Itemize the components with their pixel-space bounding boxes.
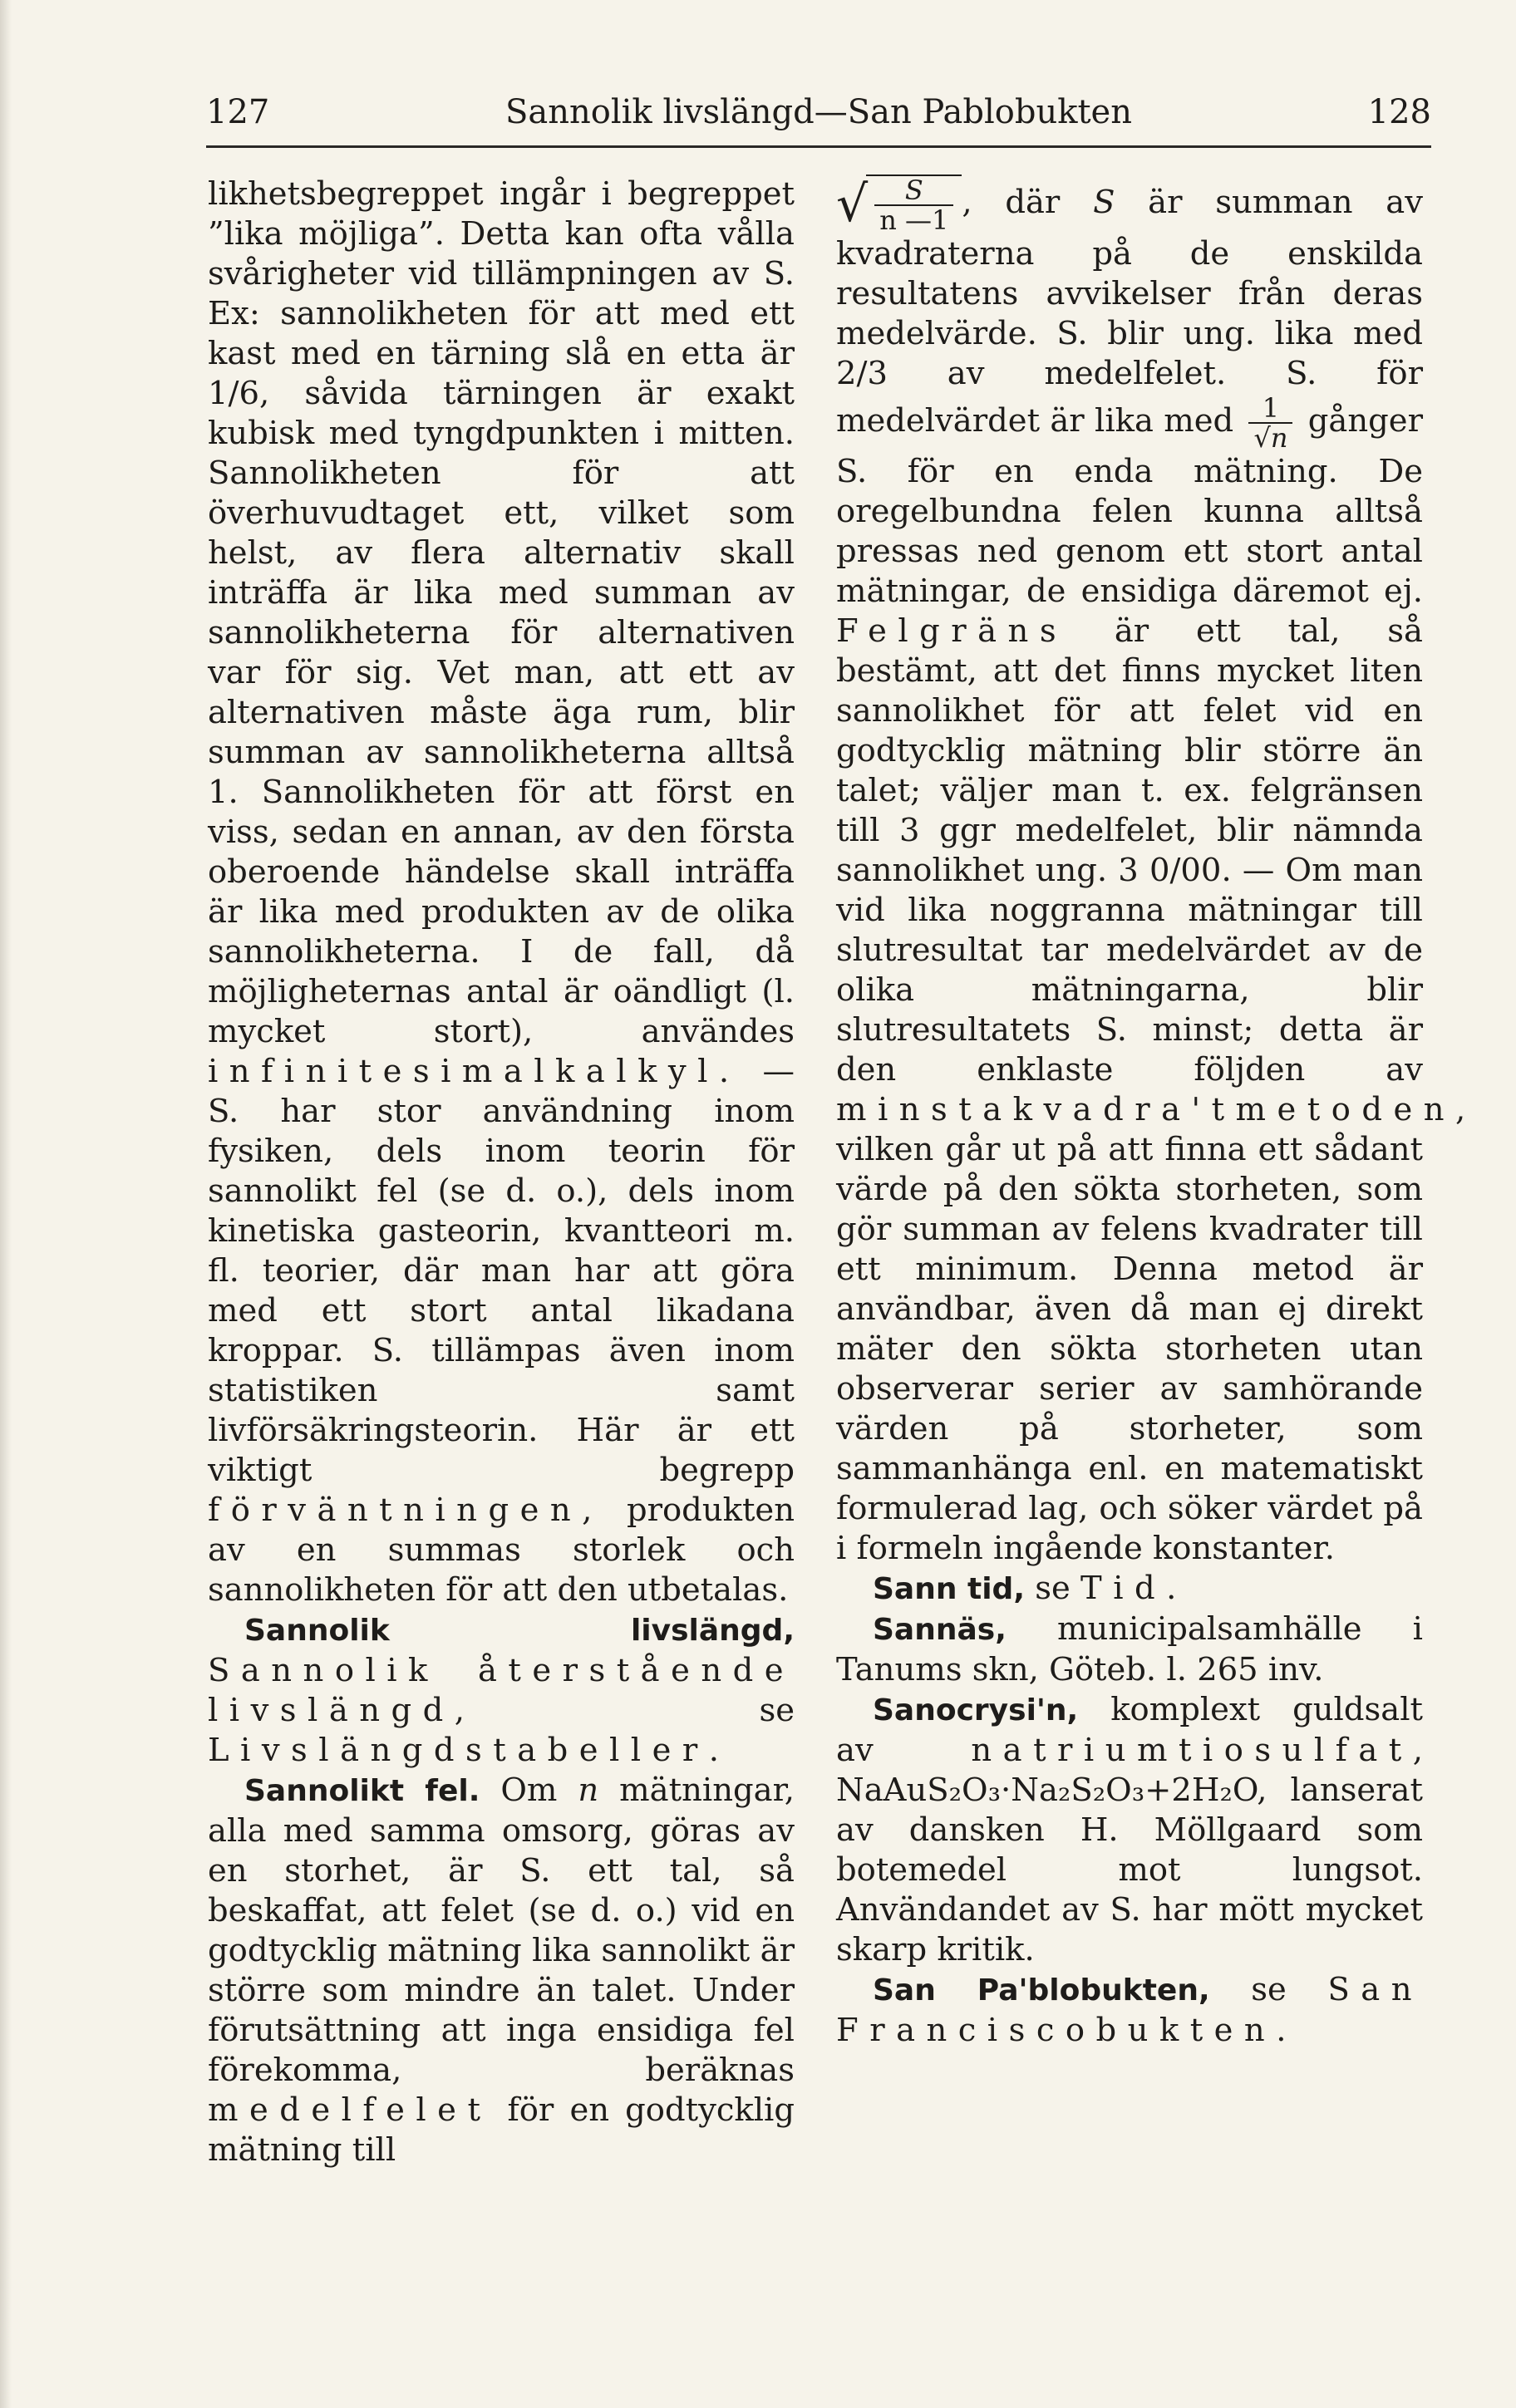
entry-continuation: likhetsbegreppet ingår i begreppet ”lika möjliga”. Detta kan ofta vålla svårigheter vid tillämpningen av S. Ex: sannolikheten för att med ett kast med en tärning slå en etta är 1/6, såvida tärningen är exakt kubisk med tyngdpunkten i mitten. Sannolikheten för att överhuvudtaget ett, vilket som helst, av flera alternativ skall inträffa är lika med summan av sannolikheterna för alternativen var för sig. Vet man, att ett av alternativen måste äga rum, blir summan av sannolikheterna alltså 1. Sannolikheten för att först en viss, sedan en annan, av den första oberoende händelse skall inträffa är lika med produkten av de olika sannolikheterna. I de fall, då möjligheternas antal är oändligt (l. mycket stort), användes infinitesimalkalkyl. — S. har stor användning inom fysiken, dels inom teorin för sannolikt fel (se d. o.), dels inom kinetiska gasteorin, kvantteori m. fl. teorier, där man har att göra med ett stort antal likadana kroppar. S. tillämpas även inom statistiken samt livförsäkringsteorin. Här är ett viktigt begrepp förväntningen, produkten av en summas storlek och sannolikheten för att den utbetalas. bbox=[208, 175, 795, 1609]
spaced-term: medelfelet bbox=[208, 2091, 492, 2129]
headword: San Pa'blobukten, bbox=[873, 1973, 1210, 2007]
formula-sqrt-s-over-n-minus-1: √ $\frac{S}{n —1}$ bbox=[836, 174, 962, 234]
spaced-term: natriumtiosulfat bbox=[971, 1732, 1413, 1769]
spaced-term: infinitesimalkalkyl bbox=[208, 1053, 719, 1090]
page-number-left: 127 bbox=[206, 93, 270, 131]
left-column bbox=[208, 174, 795, 2170]
cross-reference: San Franciscobukten bbox=[836, 1971, 1423, 2049]
headword: Sannolik livslängd, bbox=[244, 1614, 795, 1648]
fraction-one-sixth: 1/6 bbox=[208, 375, 259, 412]
fraction-two-thirds: 2/3 bbox=[836, 355, 888, 392]
header-rule bbox=[206, 145, 1431, 148]
entry-sanocrysin: Sanocrysi'n, komplext guldsalt av natriumtiosulfat, NaAuS₂O₃·Na₂S₂O₃+2H₂O, lanserat av dansken H. Möllgaard som botemedel mot lungsot. Användandet av S. har mött mycket skarp kritik. bbox=[836, 1691, 1423, 1968]
right-column bbox=[836, 174, 1466, 2051]
entry-sannolikt-fel: Sannolikt fel. Om n mätningar, alla med samma omsorg, göras av en storhet, är S. ett tal, så beskaffat, att felet (se d. o.) vid en godtycklig mätning lika sannolikt är större som mindre än talet. Under förutsättning att inga ensidiga fel förekomma, beräknas medelfelet för en godtycklig mätning till bbox=[208, 1772, 795, 2169]
running-header bbox=[206, 87, 1431, 137]
cross-reference: Tid bbox=[1080, 1570, 1167, 1607]
spaced-term: minstakvadra'tmetoden bbox=[836, 1091, 1456, 1128]
headword: Sann tid, bbox=[873, 1572, 1026, 1606]
chemical-formula: NaAuS₂O₃·Na₂S₂O₃+2H₂O bbox=[836, 1772, 1258, 1809]
page-number-right: 128 bbox=[1367, 93, 1431, 131]
running-title: Sannolik livslängd—San Pablobukten bbox=[505, 93, 1132, 131]
headword: Sannolikt fel. bbox=[244, 1774, 480, 1808]
entry-sannas: Sannäs, municipalsamhälle i Tanums skn, Göteb. l. 265 inv. bbox=[836, 1610, 1423, 1688]
entry-san-pablobukten: San Pa'blobukten, se San Franciscobukten. bbox=[836, 1971, 1423, 2049]
headword: Sannäs, bbox=[873, 1613, 1007, 1647]
headword: Sanocrysi'n, bbox=[873, 1693, 1079, 1727]
spaced-term: förväntningen bbox=[208, 1491, 583, 1529]
permille: 0/00 bbox=[1149, 852, 1222, 889]
spaced-term: Felgräns bbox=[836, 612, 1068, 650]
page-edge bbox=[0, 0, 12, 2408]
fraction-one-over-sqrt-n: $\frac{1}{√n}$ bbox=[1248, 394, 1292, 452]
entry-sann-tid: Sann tid, se Tid. bbox=[873, 1570, 1177, 1607]
entry-continuation: √ $\frac{S}{n —1}$ , där S är summan av kvadraterna på de enskilda resultatens avvikelser från deras medelvärde. S. blir ung. lika med 2/3 av medelfelet. S. för medelvärdet är lika med $\frac{1}{√n}$ gånger S. för en enda mätning. De oregelbundna felen kunna alltså pressas ned genom ett stort antal mätningar, de ensidiga däremot ej. Felgräns är ett tal, så bestämt, att det finns mycket liten sannolikhet för att felet vid en godtycklig mätning blir större än talet; väljer man t. ex. felgränsen till 3 ggr medelfelet, blir nämnda sannolikhet ung. 3 0/00. — Om man vid lika noggranna mätningar till slutresultat tar medelvärdet av de olika mätningarna, blir slutresultatets S. minst; detta är den enklaste följden av minstakvadra'tmetoden, vilken går ut på att finna ett sådant värde på den sökta storheten, som gör summan av felens kvadrater till ett minimum. Denna metod är användbar, även då man ej direkt mäter den sökta storheten utan observerar serier av samhörande värden på storheter, som sammanhänga enl. en matematiskt formulerad lag, och söker värdet på i formeln ingående konstanter. bbox=[836, 174, 1466, 1567]
cross-reference: Livslängdstabeller bbox=[208, 1732, 709, 1769]
entry-sannolik-livslangd: Sannolik livslängd, Sannolik återstående livslängd, se Livslängdstabeller. bbox=[208, 1614, 795, 1769]
